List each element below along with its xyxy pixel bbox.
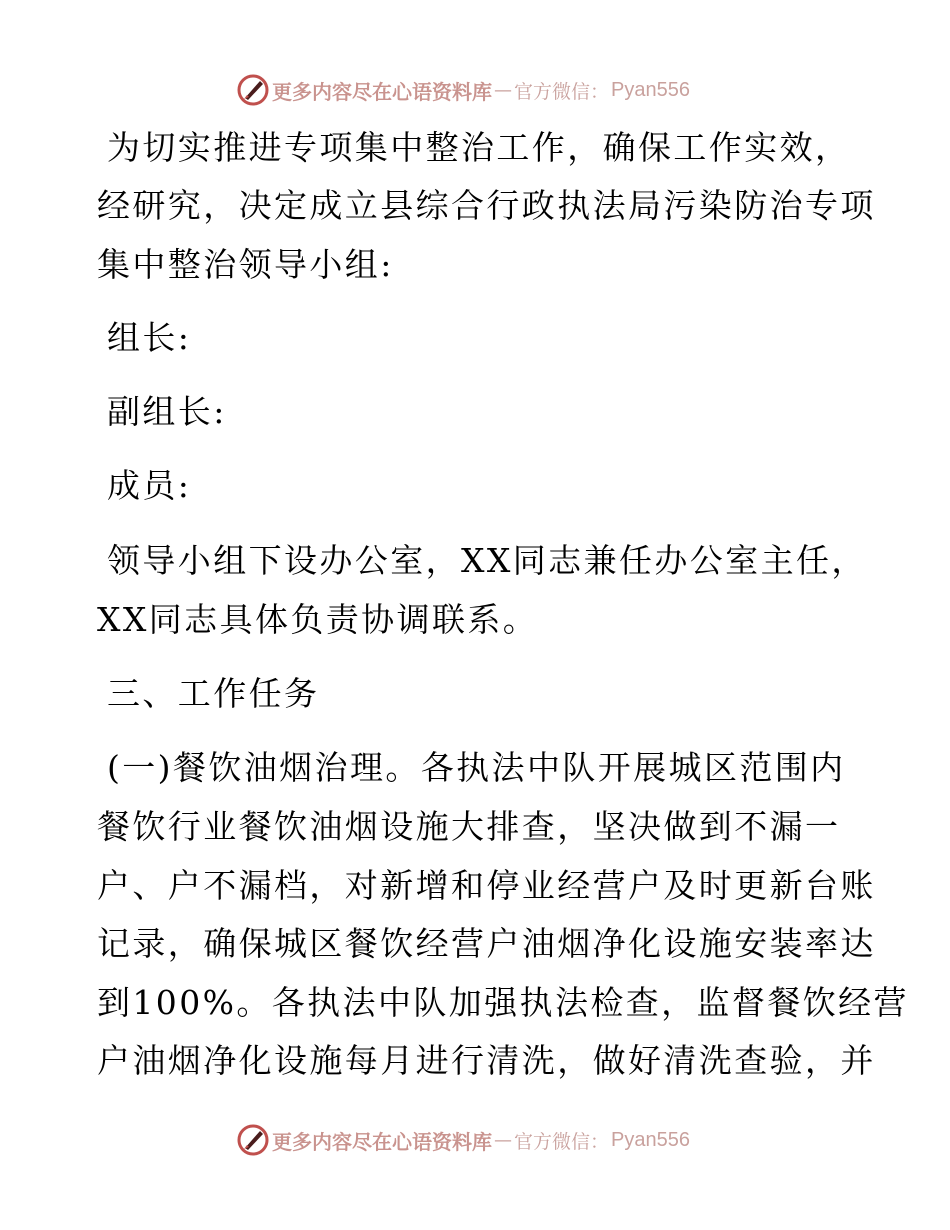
section-heading: 三、工作任务 (107, 674, 320, 713)
group-leader-line: 组长: (107, 318, 192, 357)
paragraph-line-1: 为切实推进专项集中整治工作，确保工作实效， (107, 128, 851, 167)
watermark-separator: — (494, 1129, 512, 1151)
task-line-4: 记录，确保城区餐饮经营户油烟净化设施安装率达 (97, 924, 876, 963)
watermark-label: 官方微信： (514, 1130, 610, 1153)
deputy-leader-line: 副组长: (107, 392, 227, 431)
task-line-2: 餐饮行业餐饮油烟设施大排查，坚决做到不漏一 (97, 807, 841, 846)
watermark-separator: — (494, 79, 512, 101)
office-line-2: XX同志具体负责协调联系。 (97, 600, 539, 639)
watermark-id: Pyan556 (611, 1128, 690, 1151)
watermark-banner-top (236, 72, 690, 108)
watermark-banner-bottom (236, 1122, 690, 1158)
task-line-1: (一)餐饮油烟治理。各执法中队开展城区范围内 (107, 748, 846, 787)
paragraph-line-2: 经研究，决定成立县综合行政执法局污染防治专项 (97, 186, 876, 225)
task-line-6: 户油烟净化设施每月进行清洗，做好清洗查验，并 (97, 1041, 876, 1080)
watermark-main-text: 更多内容尽在心语资料库 (272, 1129, 492, 1154)
watermark-main-text: 更多内容尽在心语资料库 (272, 79, 492, 104)
quill-logo-icon (236, 1123, 270, 1157)
task-line-3: 户、户不漏档，对新增和停业经营户及时更新台账 (97, 866, 876, 905)
quill-logo-icon (236, 73, 270, 107)
paragraph-line-3: 集中整治领导小组: (97, 245, 394, 284)
task-line-5: 到100%。各执法中队加强执法检查，监督餐饮经营 (97, 983, 909, 1022)
watermark-label: 官方微信： (514, 80, 610, 103)
office-line-1: 领导小组下设办公室，XX同志兼任办公室主任， (107, 541, 867, 580)
members-line: 成员: (107, 466, 192, 505)
watermark-id: Pyan556 (611, 78, 690, 101)
